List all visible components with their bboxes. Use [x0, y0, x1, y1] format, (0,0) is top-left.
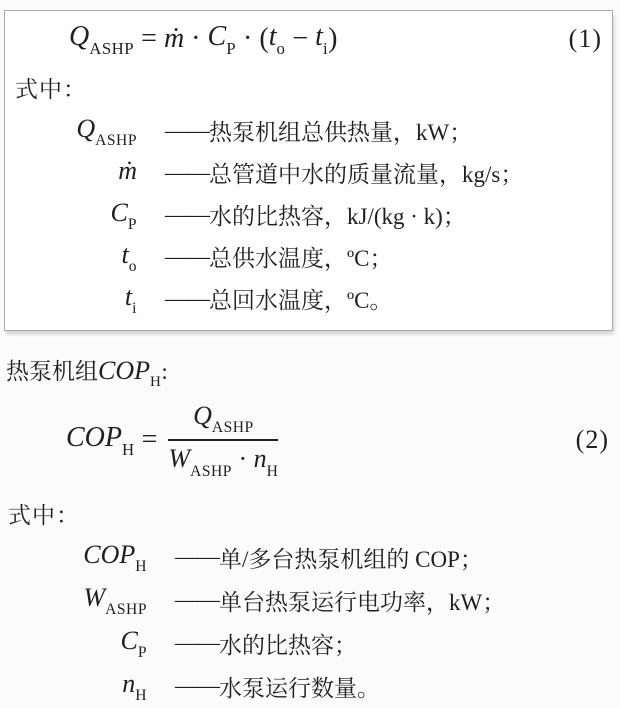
definition-text: 水的比热容；	[219, 632, 357, 658]
cop-section	[4, 353, 613, 708]
cop-lead-colon: :	[161, 358, 168, 384]
definition-row-nh	[4, 665, 613, 708]
definition-row-cop-h	[4, 536, 613, 579]
definition-row-t-out	[11, 236, 606, 278]
equation-number-1: (1)	[568, 23, 602, 53]
equation-2-lhs	[66, 422, 164, 458]
var-t-in: $t_i$	[315, 21, 329, 58]
minus-sign: −	[292, 22, 309, 54]
formula-box-equation-1	[4, 10, 613, 331]
fraction-denominator: $W_{ASHP} \cdot n_H$	[168, 444, 279, 480]
symbol-cop-h: $COP_H$	[83, 539, 147, 576]
definition-row-t-in	[11, 278, 606, 320]
symbol-w-ashp: $W_{ASHP}$	[83, 582, 147, 619]
equation-1-expression	[69, 21, 569, 57]
definition-dash: ——	[165, 243, 209, 269]
dot-operator-icon: ·	[191, 22, 201, 54]
open-paren: (	[259, 22, 269, 54]
definition-text: 水泵运行数量。	[219, 675, 380, 701]
definition-dash: ——	[175, 673, 219, 699]
dot-operator-icon: ·	[238, 444, 248, 474]
definition-dash: ——	[175, 587, 219, 613]
symbol-t-in: $t_i$	[124, 281, 137, 317]
close-paren: )	[328, 22, 338, 54]
symbol-cp: $C_P$	[110, 197, 137, 233]
cop-lead-text: 热泵机组	[6, 358, 98, 384]
equals-sign: =	[141, 22, 157, 54]
where-label: 式中：	[15, 76, 87, 102]
symbol-cp: $C_P$	[120, 625, 147, 662]
equation-1-line	[11, 17, 606, 59]
symbol-q-ashp: $Q_{ASHP}$	[76, 113, 137, 149]
definition-row-cp-2	[4, 622, 613, 665]
fraction-numerator: $Q_{ASHP}$	[168, 401, 278, 441]
definition-row-w-ashp	[4, 579, 613, 622]
definition-dash: ——	[165, 285, 209, 311]
var-mdot: ṁ	[163, 22, 185, 54]
definition-dash: ——	[175, 544, 219, 570]
equation-2-expression	[66, 401, 576, 478]
var-cp: $C_P$	[207, 21, 237, 58]
fraction	[168, 401, 278, 478]
definition-text: 热泵机组总供热量，kW；	[209, 120, 473, 146]
definition-dash: ——	[165, 117, 209, 143]
where-label: 式中：	[8, 502, 80, 528]
definition-dash: ——	[165, 159, 209, 185]
definition-text: 单台热泵运行电功率，kW；	[219, 589, 506, 615]
definition-text: 单/多台热泵机组的 COP；	[219, 546, 483, 572]
var-cop-h: $COP_H$	[66, 422, 135, 459]
symbol-t-out: $t_o$	[121, 239, 137, 275]
definition-row-mdot	[11, 152, 606, 194]
symbol-nh: $n_H$	[122, 668, 147, 705]
var-t-out: $t_o$	[268, 21, 286, 58]
definition-dash: ——	[175, 630, 219, 656]
cop-lead-sub: H	[150, 374, 162, 391]
definition-text: 水的比热容，kJ/(kg · k)；	[209, 204, 466, 230]
var-cop: COP	[98, 355, 150, 385]
equals-sign: =	[141, 423, 158, 455]
definition-row-q-ashp	[11, 110, 606, 152]
equation-number-2: (2)	[575, 424, 609, 454]
equation-2-line	[4, 389, 613, 484]
definition-row-cp	[11, 194, 606, 236]
definition-text: 总管道中水的质量流量，kg/s；	[209, 162, 524, 188]
symbol-mdot: ṁ	[118, 155, 137, 185]
dot-operator-icon: ·	[243, 22, 253, 54]
definition-text: 总供水温度，ºC；	[209, 246, 393, 272]
var-q-ashp: $Q_{ASHP}$	[69, 21, 135, 58]
cop-lead-line	[6, 353, 613, 390]
definition-text: 总回水温度，ºC。	[209, 288, 393, 314]
definition-dash: ——	[165, 201, 209, 227]
